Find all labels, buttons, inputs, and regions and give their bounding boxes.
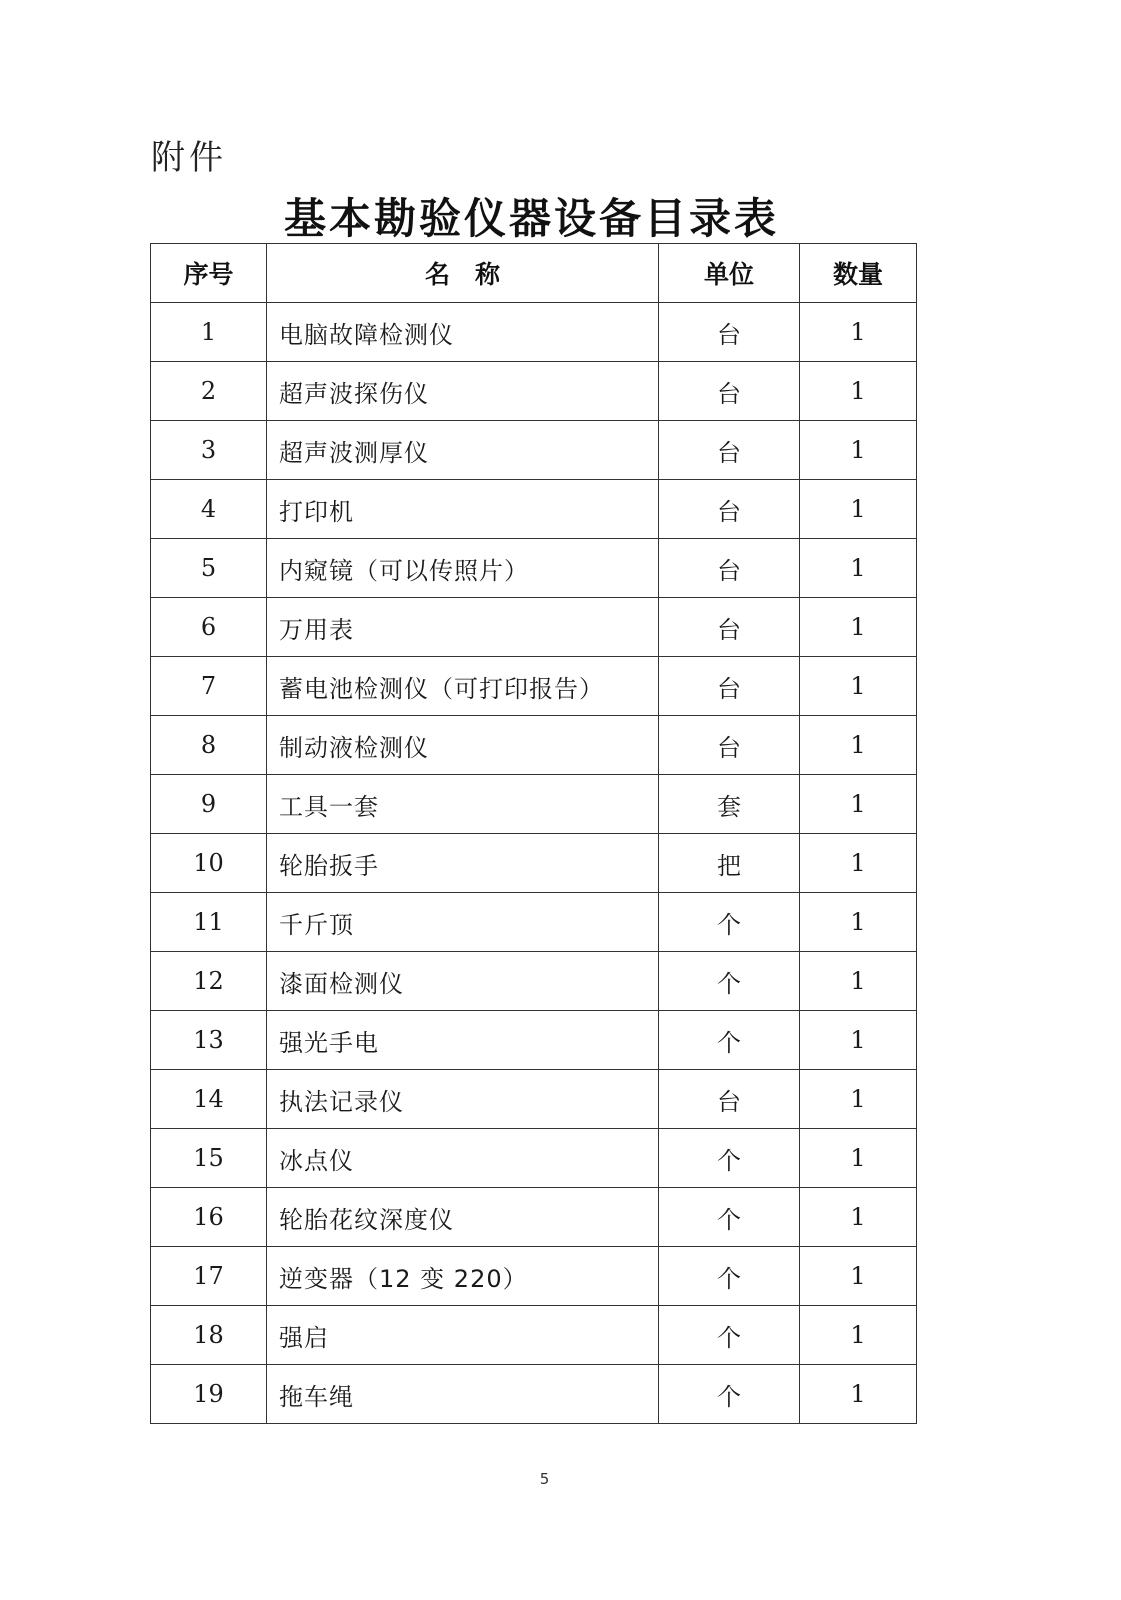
cell-name: 轮胎扳手 — [267, 834, 659, 893]
cell-index: 5 — [151, 539, 267, 598]
table-row — [151, 1365, 917, 1424]
cell-index: 19 — [151, 1365, 267, 1424]
cell-index: 1 — [151, 303, 267, 362]
cell-name: 强光手电 — [267, 1011, 659, 1070]
cell-unit: 台 — [659, 598, 800, 657]
table-row — [151, 775, 917, 834]
table-row — [151, 1129, 917, 1188]
cell-quantity: 1 — [800, 598, 917, 657]
cell-quantity: 1 — [800, 775, 917, 834]
cell-unit: 台 — [659, 362, 800, 421]
cell-name: 漆面检测仪 — [267, 952, 659, 1011]
cell-index: 7 — [151, 657, 267, 716]
cell-name: 内窥镜（可以传照片） — [267, 539, 659, 598]
page-number: 5 — [539, 1470, 550, 1488]
cell-quantity: 1 — [800, 303, 917, 362]
table-row — [151, 657, 917, 716]
cell-quantity: 1 — [800, 539, 917, 598]
cell-index: 11 — [151, 893, 267, 952]
cell-name: 电脑故障检测仪 — [267, 303, 659, 362]
table-row — [151, 598, 917, 657]
cell-quantity: 1 — [800, 1129, 917, 1188]
cell-quantity: 1 — [800, 657, 917, 716]
cell-name: 蓄电池检测仪（可打印报告） — [267, 657, 659, 716]
cell-unit: 个 — [659, 1188, 800, 1247]
cell-index: 6 — [151, 598, 267, 657]
cell-index: 9 — [151, 775, 267, 834]
cell-unit: 台 — [659, 657, 800, 716]
cell-unit: 个 — [659, 1306, 800, 1365]
table-row — [151, 362, 917, 421]
table-row — [151, 1188, 917, 1247]
cell-index: 10 — [151, 834, 267, 893]
cell-name: 超声波探伤仪 — [267, 362, 659, 421]
cell-name: 打印机 — [267, 480, 659, 539]
cell-unit: 台 — [659, 716, 800, 775]
header-unit: 单位 — [659, 244, 800, 303]
cell-quantity: 1 — [800, 1070, 917, 1129]
cell-unit: 个 — [659, 952, 800, 1011]
cell-index: 13 — [151, 1011, 267, 1070]
cell-index: 17 — [151, 1247, 267, 1306]
cell-name: 冰点仪 — [267, 1129, 659, 1188]
table-row — [151, 1247, 917, 1306]
cell-unit: 个 — [659, 1011, 800, 1070]
cell-index: 2 — [151, 362, 267, 421]
cell-index: 14 — [151, 1070, 267, 1129]
cell-index: 18 — [151, 1306, 267, 1365]
cell-quantity: 1 — [800, 1306, 917, 1365]
page-title: 基本勘验仪器设备目录表 — [283, 194, 779, 243]
cell-quantity: 1 — [800, 716, 917, 775]
cell-unit: 把 — [659, 834, 800, 893]
table-row — [151, 421, 917, 480]
cell-quantity: 1 — [800, 480, 917, 539]
cell-quantity: 1 — [800, 834, 917, 893]
cell-quantity: 1 — [800, 362, 917, 421]
cell-index: 15 — [151, 1129, 267, 1188]
cell-unit: 台 — [659, 1070, 800, 1129]
cell-name: 制动液检测仪 — [267, 716, 659, 775]
cell-unit: 套 — [659, 775, 800, 834]
cell-name: 拖车绳 — [267, 1365, 659, 1424]
equipment-table — [150, 243, 917, 1424]
cell-name: 强启 — [267, 1306, 659, 1365]
cell-unit: 台 — [659, 421, 800, 480]
table-row — [151, 952, 917, 1011]
cell-index: 3 — [151, 421, 267, 480]
cell-name: 执法记录仪 — [267, 1070, 659, 1129]
attachment-label: 附件 — [151, 138, 227, 178]
table-row — [151, 480, 917, 539]
cell-unit: 个 — [659, 1129, 800, 1188]
table-row — [151, 539, 917, 598]
cell-unit: 台 — [659, 480, 800, 539]
table-row — [151, 1306, 917, 1365]
table-row — [151, 834, 917, 893]
table-header-row — [151, 244, 917, 303]
cell-unit: 台 — [659, 539, 800, 598]
cell-quantity: 1 — [800, 952, 917, 1011]
cell-quantity: 1 — [800, 1365, 917, 1424]
table-row — [151, 1011, 917, 1070]
cell-quantity: 1 — [800, 1188, 917, 1247]
table-row — [151, 303, 917, 362]
table-row — [151, 1070, 917, 1129]
cell-quantity: 1 — [800, 421, 917, 480]
header-quantity: 数量 — [800, 244, 917, 303]
cell-name: 千斤顶 — [267, 893, 659, 952]
header-name: 名 称 — [267, 244, 659, 303]
cell-unit: 个 — [659, 893, 800, 952]
cell-quantity: 1 — [800, 1011, 917, 1070]
table-row — [151, 716, 917, 775]
cell-index: 12 — [151, 952, 267, 1011]
cell-index: 16 — [151, 1188, 267, 1247]
cell-quantity: 1 — [800, 1247, 917, 1306]
table-row — [151, 893, 917, 952]
cell-name: 工具一套 — [267, 775, 659, 834]
header-index: 序号 — [151, 244, 267, 303]
cell-index: 8 — [151, 716, 267, 775]
cell-name: 逆变器（12 变 220） — [267, 1247, 659, 1306]
cell-name: 超声波测厚仪 — [267, 421, 659, 480]
cell-index: 4 — [151, 480, 267, 539]
cell-quantity: 1 — [800, 893, 917, 952]
cell-unit: 台 — [659, 303, 800, 362]
cell-unit: 个 — [659, 1365, 800, 1424]
cell-unit: 个 — [659, 1247, 800, 1306]
cell-name: 轮胎花纹深度仪 — [267, 1188, 659, 1247]
cell-name: 万用表 — [267, 598, 659, 657]
